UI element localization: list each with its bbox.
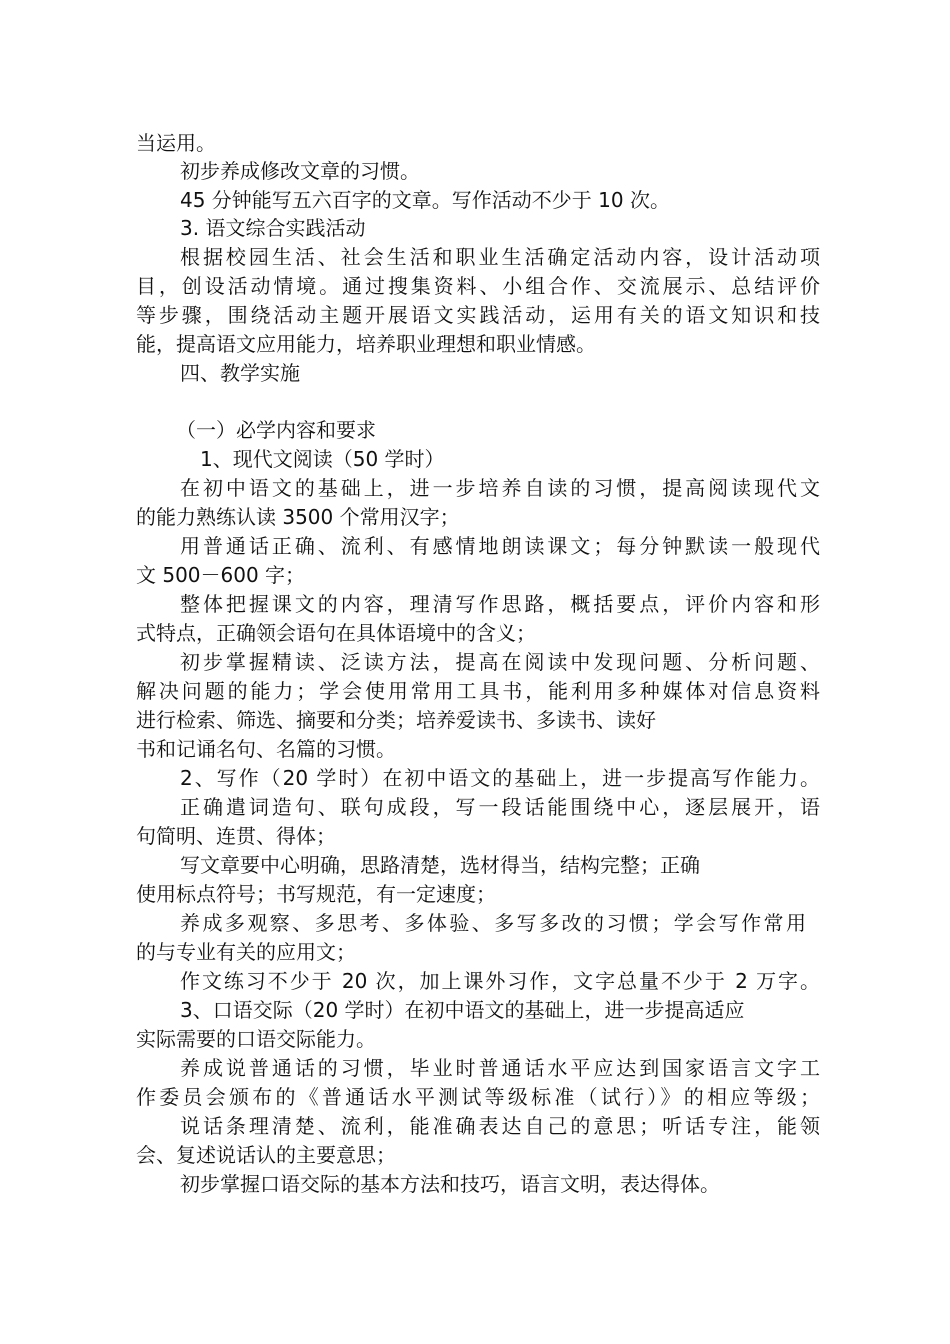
text-line: 养成说普通话的习惯，毕业时普通话水平应达到国家语言文字工 <box>180 1056 820 1080</box>
section-heading: 四、教学实施 <box>180 361 300 385</box>
text-line: 当运用。 <box>136 131 216 155</box>
text-line: 正确遣词造句、联句成段，写一段话能围绕中心，逐层展开，语 <box>180 795 820 819</box>
text-line: 目，创设活动情境。通过搜集资料、小组合作、交流展示、总结评价 <box>136 274 820 298</box>
text-line: 整体把握课文的内容，理清写作思路，概括要点，评价内容和形 <box>180 592 820 616</box>
text-line: 等步骤，围绕活动主题开展语文实践活动，运用有关的语文知识和技 <box>136 303 820 327</box>
text-line: 会、复述说话认的主要意思； <box>136 1143 396 1167</box>
text-line: 初步养成修改文章的习惯。 <box>180 159 420 183</box>
text-line: 能，提高语文应用能力，培养职业理想和职业情感。 <box>136 332 596 356</box>
text-line: 养成多观察、多思考、多体验、多写多改的习惯；学会写作常用 <box>180 911 806 935</box>
text-line: 进行检索、筛选、摘要和分类；培养爱读书、多读书、读好 <box>136 708 656 732</box>
text-line: 句简明、连贯、得体； <box>136 824 336 848</box>
text-line: 的能力熟练认读 3500 个常用汉字； <box>136 505 460 529</box>
text-line: 根据校园生活、社会生活和职业生活确定活动内容，设计活动项 <box>180 245 820 269</box>
section-heading: 1、现代文阅读（50 学时） <box>200 447 445 471</box>
text-line: 说话条理清楚、流利，能准确表达自己的意思；听话专注，能领 <box>180 1114 820 1138</box>
text-line: 2、写作（20 学时）在初中语文的基础上，进一步提高写作能力。 <box>180 766 820 790</box>
text-line: 用普通话正确、流利、有感情地朗读课文；每分钟默读一般现代 <box>180 534 820 558</box>
text-line: 解决问题的能力；学会使用常用工具书，能利用多种媒体对信息资料 <box>136 679 820 703</box>
text-line: 文 500－600 字； <box>136 563 306 587</box>
text-line: 3、口语交际（20 学时）在初中语文的基础上，进一步提高适应 <box>180 998 745 1022</box>
section-heading: （一）必学内容和要求 <box>176 418 376 442</box>
text-line: 初步掌握精读、泛读方法，提高在阅读中发现问题、分析问题、 <box>180 650 820 674</box>
text-line: 45 分钟能写五六百字的文章。写作活动不少于 10 次。 <box>180 188 670 212</box>
text-line: 式特点，正确领会语句在具体语境中的含义； <box>136 621 536 645</box>
text-line: 的与专业有关的应用文； <box>136 940 356 964</box>
text-line: 写文章要中心明确，思路清楚，选材得当，结构完整；正确 <box>180 853 700 877</box>
section-heading: 3. 语文综合实践活动 <box>180 216 366 240</box>
text-line: 初步掌握口语交际的基本方法和技巧，语言文明，表达得体。 <box>180 1172 720 1196</box>
text-line: 作委员会颁布的《普通话水平测试等级标准（试行）》的相应等级； <box>136 1085 820 1109</box>
text-line: 在初中语文的基础上，进一步培养自读的习惯，提高阅读现代文 <box>180 476 820 500</box>
text-line: 实际需要的口语交际能力。 <box>136 1027 376 1051</box>
text-line: 使用标点符号；书写规范，有一定速度； <box>136 882 496 906</box>
text-line: 作文练习不少于 20 次，加上课外习作，文字总量不少于 2 万字。 <box>180 969 820 993</box>
text-line: 书和记诵名句、名篇的习惯。 <box>136 737 396 761</box>
